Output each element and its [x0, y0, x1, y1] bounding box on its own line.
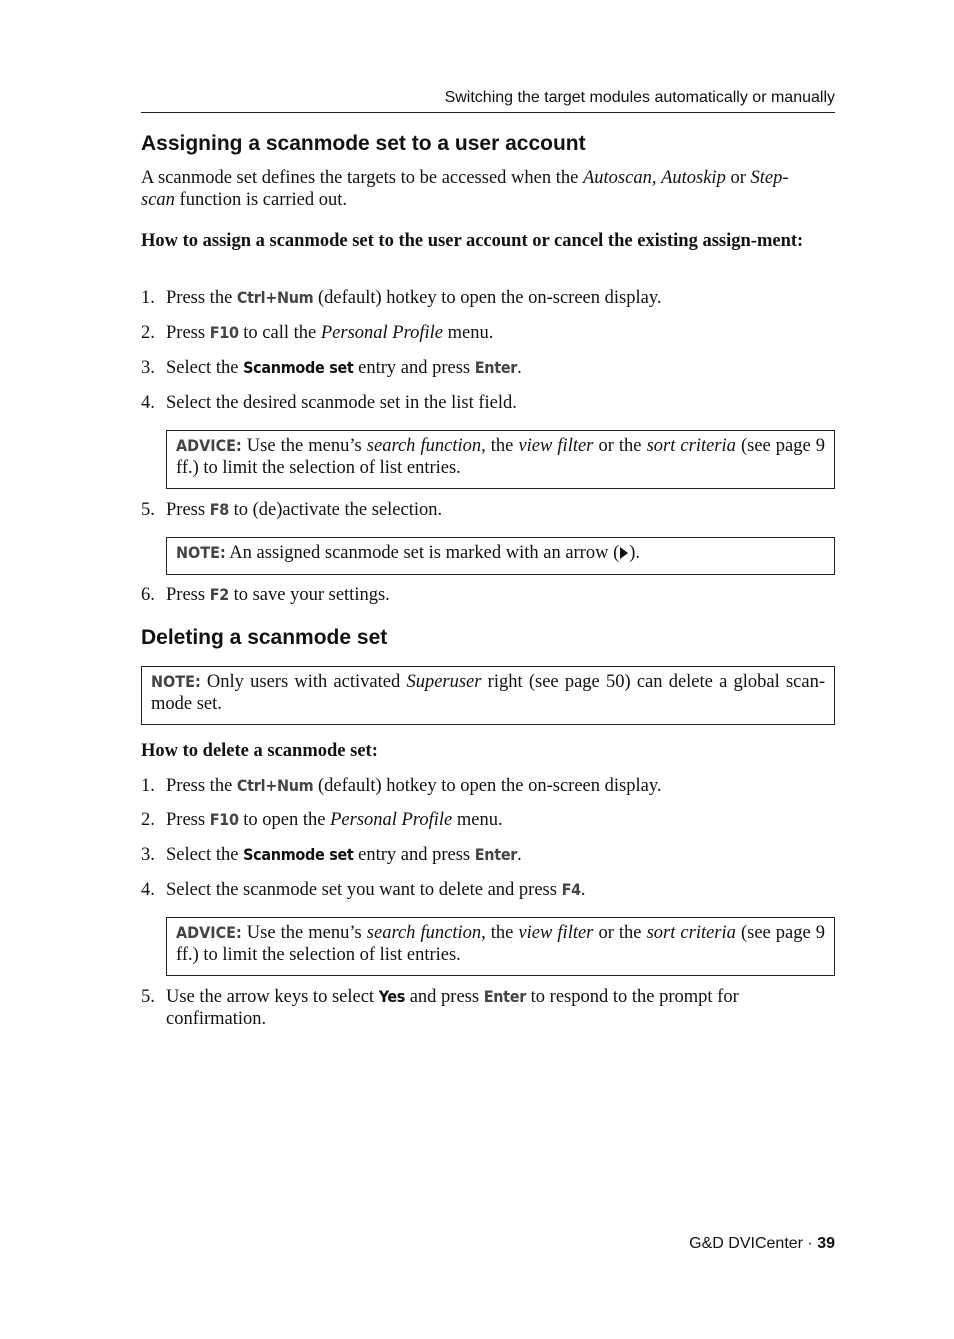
text-fragment: 2.: [141, 323, 155, 343]
text-fragment: to open the: [238, 810, 331, 830]
text-fragment: .: [517, 845, 522, 865]
note-label: NOTE:: [176, 543, 226, 562]
text-fragment: Press: [166, 585, 210, 605]
text-fragment: Press: [166, 323, 210, 343]
text-fragment: .: [517, 358, 522, 378]
page-number: 39: [817, 1235, 835, 1252]
text-fragment: menu.: [452, 810, 503, 830]
menu-entry-label: Scanmode set: [243, 845, 354, 864]
advice-label: ADVICE:: [176, 436, 242, 455]
text-fragment: Select the: [166, 845, 244, 865]
key-label: F10: [209, 323, 239, 342]
menu-entry-label: Scanmode set: [243, 358, 354, 377]
text-fragment: Press: [166, 500, 210, 520]
text-fragment: to (de)activate the selection.: [228, 500, 443, 520]
text-fragment: 4.: [141, 880, 155, 900]
text-fragment: ).: [629, 543, 641, 563]
text-fragment: scan: [141, 190, 175, 210]
text-fragment: or: [725, 168, 751, 188]
text-fragment: search function: [366, 923, 482, 943]
text-fragment: (see page 9 ff.) to limit the selection of list entries.: [176, 436, 826, 478]
text-fragment: Select the desired scanmode set in the list field.: [166, 393, 517, 413]
text-fragment: A scanmode set defines the targets to be accessed when the: [141, 168, 583, 188]
delete-step-5: [141, 986, 835, 1030]
text-fragment: function is carried out.: [174, 190, 348, 210]
text-fragment: right (see page 50) can delete a global scan-mode set.: [151, 672, 825, 714]
hotkey-label: Ctrl+Num: [236, 288, 314, 307]
text-fragment: (default) hotkey to open the on-screen display.: [313, 776, 662, 796]
text-fragment: sort criteria: [646, 436, 736, 456]
text-fragment: view filter: [518, 436, 594, 456]
text-fragment: Press: [166, 810, 210, 830]
text-fragment: Use the arrow keys to select: [166, 987, 379, 1007]
running-header: Switching the target modules automatically or manually: [141, 88, 835, 113]
text-fragment: 5.: [141, 987, 155, 1007]
text-fragment: or the: [593, 436, 647, 456]
key-label: Enter: [474, 358, 518, 377]
text-fragment: view filter: [518, 923, 594, 943]
text-fragment: Personal Profile: [330, 810, 453, 830]
text-fragment: to call the: [238, 323, 321, 343]
text-fragment: to save your settings.: [228, 585, 390, 605]
text-fragment: Use the menu’s: [241, 923, 367, 943]
hotkey-label: Ctrl+Num: [236, 776, 314, 795]
advice-box-delete: [166, 917, 835, 976]
text-fragment: sort criteria: [646, 923, 736, 943]
howto-assign-heading: How to assign a scanmode set to the user account or cancel the existing assign-ment:: [141, 231, 804, 251]
text-fragment: 1.: [141, 776, 155, 796]
key-label: Enter: [483, 987, 527, 1006]
page-footer: [689, 1234, 835, 1254]
text-fragment: the: [485, 923, 519, 943]
text-fragment: 4.: [141, 393, 155, 413]
key-label: F2: [209, 585, 229, 604]
section-heading-assign: Assigning a scanmode set to a user account: [141, 132, 586, 155]
intro-paragraph: [141, 167, 835, 211]
option-label: Yes: [378, 987, 406, 1006]
arrow-marker-icon: [620, 547, 628, 559]
footer-product: G&D DVICenter ·: [689, 1235, 818, 1252]
text-fragment: 3.: [141, 358, 155, 378]
text-fragment: menu.: [442, 323, 494, 343]
text-fragment: Autoscan: [582, 168, 652, 188]
text-fragment: Press the: [166, 288, 237, 308]
text-fragment: Personal Profile: [320, 323, 443, 343]
text-fragment: the: [485, 436, 519, 456]
text-fragment: Press the: [166, 776, 237, 796]
text-fragment: and press: [405, 987, 484, 1007]
text-fragment: entry and press: [353, 358, 475, 378]
text-fragment: 2.: [141, 810, 155, 830]
text-fragment: 1.: [141, 288, 155, 308]
key-label: F4: [561, 880, 581, 899]
text-fragment: ,: [481, 923, 486, 943]
key-label: F8: [209, 500, 229, 519]
text-fragment: .: [580, 880, 586, 900]
text-fragment: to respond to the prompt for confirmation.: [166, 987, 739, 1029]
note-box-arrow: [166, 537, 835, 575]
key-label: F10: [209, 810, 239, 829]
text-fragment: Use the menu’s: [241, 436, 367, 456]
note-box-superuser: [141, 666, 835, 725]
howto-delete-heading: How to delete a scanmode set:: [141, 741, 378, 761]
text-fragment: An assigned scanmode set is marked with an arrow (: [225, 543, 620, 563]
text-fragment: Only users with activated: [200, 672, 407, 692]
advice-box-assign: [166, 430, 835, 489]
text-fragment: or the: [593, 923, 647, 943]
text-fragment: 6.: [141, 585, 155, 605]
text-fragment: Autoskip: [661, 168, 726, 188]
text-fragment: 5.: [141, 500, 155, 520]
text-fragment: Superuser: [406, 672, 482, 692]
text-fragment: (see page 9 ff.) to limit the selection of list entries.: [176, 923, 826, 965]
section-heading-delete: Deleting a scanmode set: [141, 626, 388, 649]
text-fragment: search function,: [366, 436, 486, 456]
text-fragment: entry and press: [353, 845, 475, 865]
text-fragment: ,: [651, 168, 662, 188]
text-fragment: 3.: [141, 845, 155, 865]
text-fragment: Select the: [166, 358, 244, 378]
advice-label: ADVICE:: [176, 923, 242, 942]
text-fragment: Step-: [750, 168, 789, 188]
note-label: NOTE:: [151, 672, 201, 691]
key-label: Enter: [474, 845, 518, 864]
text-fragment: Select the scanmode set you want to delete and press: [166, 880, 562, 900]
text-fragment: (default) hotkey to open the on-screen display.: [313, 288, 662, 308]
